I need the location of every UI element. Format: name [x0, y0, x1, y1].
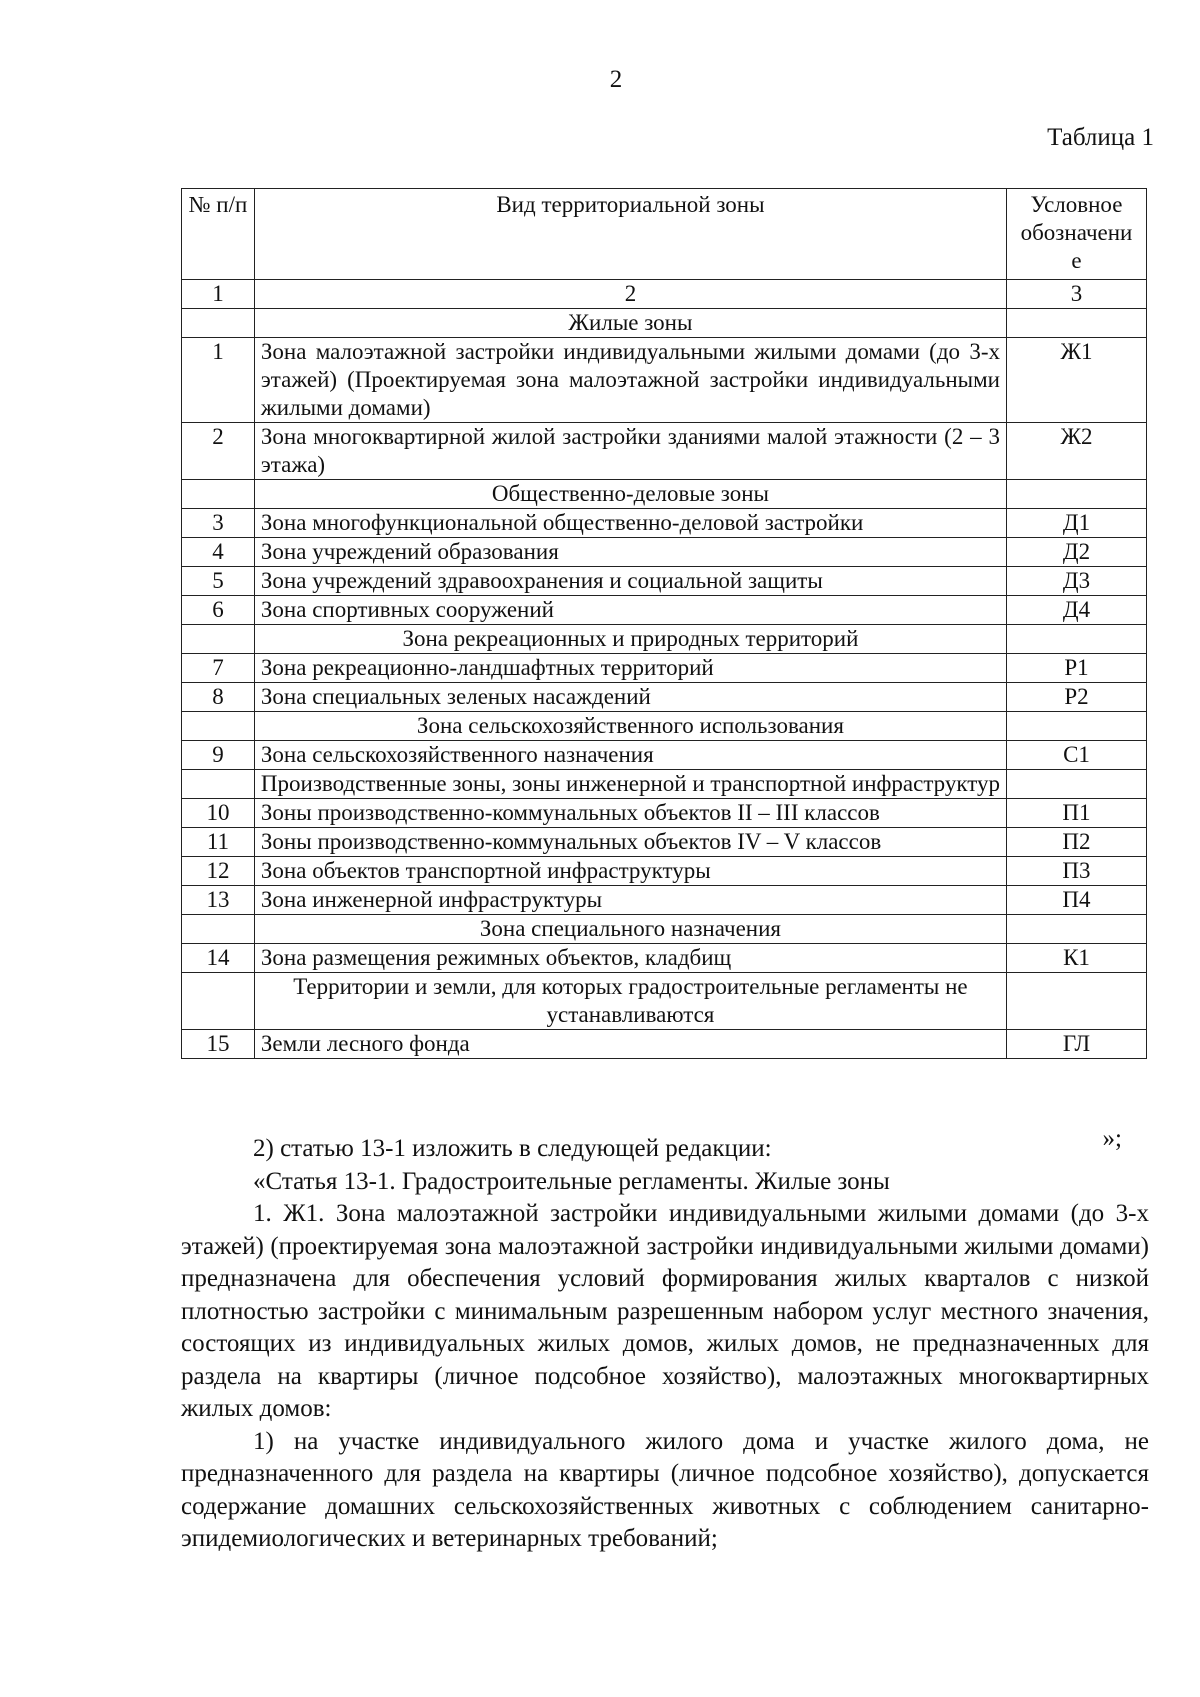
- row-number: 11: [182, 828, 255, 857]
- header-number: № п/п: [182, 189, 255, 280]
- column-number: 1: [182, 280, 255, 309]
- row-number: 10: [182, 799, 255, 828]
- header-designation-line: Условное: [1030, 192, 1123, 217]
- section-empty-cell: [1006, 770, 1146, 799]
- zone-code: П4: [1006, 886, 1146, 915]
- table-row: [182, 741, 1147, 770]
- row-number: 1: [182, 338, 255, 423]
- paragraph: «Статья 13-1. Градостроительные регламенты. Жилые зоны: [253, 1167, 890, 1195]
- row-number: 7: [182, 654, 255, 683]
- paragraph: 1. Ж1. Зона малоэтажной застройки индивидуальными жилыми домами (до 3-х этажей) (проектируемая зона малоэтажной застройки индивидуальными жилыми домами) предназначена для обеспечения условий формирования жилых кварталов с низкой плотностью застройки с минимальным разрешенным набором услуг местного значения, состоящих из индивидуальных жилых домов, жилых домов, не предназначенных для раздела на квартиры (личное подсобное хозяйство), малоэтажных многоквартирных жилых домов:: [181, 1200, 1149, 1422]
- section-row: [182, 915, 1147, 944]
- zone-name: Зона рекреационно-ландшафтных территорий: [254, 654, 1006, 683]
- table-row: [182, 828, 1147, 857]
- page-number: 2: [609, 66, 623, 93]
- zone-code: Р1: [1006, 654, 1146, 683]
- table-row: [182, 654, 1147, 683]
- section-row: [182, 712, 1147, 741]
- zone-code: Д3: [1006, 567, 1146, 596]
- header-designation-line: е: [1071, 248, 1082, 273]
- zone-code: Д2: [1006, 538, 1146, 567]
- section-row: [182, 973, 1147, 1030]
- column-number: 3: [1006, 280, 1146, 309]
- section-row: [182, 770, 1147, 799]
- header-zone-type: Вид территориальной зоны: [254, 189, 1006, 280]
- zone-code: Р2: [1006, 683, 1146, 712]
- zone-code: Д4: [1006, 596, 1146, 625]
- section-title: Общественно-деловые зоны: [254, 480, 1006, 509]
- header-designation: [1006, 189, 1146, 280]
- section-empty-cell: [182, 770, 255, 799]
- table-row: [182, 538, 1147, 567]
- zone-code: П1: [1006, 799, 1146, 828]
- zone-name: Зона объектов транспортной инфраструктуры: [254, 857, 1006, 886]
- zone-name: Зона размещения режимных объектов, кладбищ: [254, 944, 1006, 973]
- zone-name: Зона специальных зеленых насаждений: [254, 683, 1006, 712]
- table-row: [182, 944, 1147, 973]
- table-row: [182, 423, 1147, 480]
- table-row: [182, 886, 1147, 915]
- table-row: [182, 338, 1147, 423]
- section-empty-cell: [182, 309, 255, 338]
- table-row: [182, 1030, 1147, 1059]
- row-number: 6: [182, 596, 255, 625]
- zone-code: К1: [1006, 944, 1146, 973]
- row-number: 12: [182, 857, 255, 886]
- section-empty-cell: [1006, 309, 1146, 338]
- zone-name: Зона инженерной инфраструктуры: [254, 886, 1006, 915]
- zone-name: Зона сельскохозяйственного назначения: [254, 741, 1006, 770]
- table-row: [182, 683, 1147, 712]
- section-empty-cell: [182, 625, 255, 654]
- table-row: [182, 567, 1147, 596]
- zone-name: Земли лесного фонда: [254, 1030, 1006, 1059]
- section-empty-cell: [182, 712, 255, 741]
- row-number: 5: [182, 567, 255, 596]
- zone-code: П2: [1006, 828, 1146, 857]
- table-row: [182, 509, 1147, 538]
- row-number: 13: [182, 886, 255, 915]
- zone-code: Ж1: [1006, 338, 1146, 423]
- zone-name: Зона многофункциональной общественно-деловой застройки: [254, 509, 1006, 538]
- row-number: 3: [182, 509, 255, 538]
- zone-name: Зона спортивных сооружений: [254, 596, 1006, 625]
- zone-code: Ж2: [1006, 423, 1146, 480]
- column-numbers-row: [182, 280, 1147, 309]
- row-number: 8: [182, 683, 255, 712]
- section-empty-cell: [1006, 625, 1146, 654]
- zone-name: Зона учреждений здравоохранения и социальной защиты: [254, 567, 1006, 596]
- row-number: 14: [182, 944, 255, 973]
- row-number: 2: [182, 423, 255, 480]
- zone-code: П3: [1006, 857, 1146, 886]
- zone-name: Зоны производственно-коммунальных объектов IV – V классов: [254, 828, 1006, 857]
- table-caption: Таблица 1: [1047, 124, 1154, 151]
- zone-name: Зона многоквартирной жилой застройки зданиями малой этажности (2 – 3 этажа): [254, 423, 1006, 480]
- section-title: Производственные зоны, зоны инженерной и транспортной инфраструктур: [254, 770, 1006, 799]
- section-empty-cell: [1006, 915, 1146, 944]
- section-title: Жилые зоны: [254, 309, 1006, 338]
- section-title: Зона специального назначения: [254, 915, 1006, 944]
- section-row: [182, 480, 1147, 509]
- section-title: Территории и земли, для которых градостроительные регламенты не устанавливаются: [254, 973, 1006, 1030]
- section-row: [182, 625, 1147, 654]
- row-number: 15: [182, 1030, 255, 1059]
- body-text: [181, 1133, 1149, 1556]
- section-empty-cell: [1006, 712, 1146, 741]
- zone-code: ГЛ: [1006, 1030, 1146, 1059]
- zone-name: Зоны производственно-коммунальных объектов II – III классов: [254, 799, 1006, 828]
- header-designation-line: обозначени: [1020, 220, 1133, 245]
- section-empty-cell: [182, 915, 255, 944]
- row-number: 4: [182, 538, 255, 567]
- section-empty-cell: [182, 973, 255, 1030]
- section-title: Зона сельскохозяйственного использования: [254, 712, 1006, 741]
- section-title: Зона рекреационных и природных территорий: [254, 625, 1006, 654]
- table-row: [182, 857, 1147, 886]
- zone-name: Зона учреждений образования: [254, 538, 1006, 567]
- section-empty-cell: [1006, 973, 1146, 1030]
- paragraph: 1) на участке индивидуального жилого дома и участке жилого дома, не предназначенного для раздела на квартиры (личное подсобное хозяйство), допускается содержание домашних сельскохозяйственных животных с соблюдением санитарно-эпидемиологических и ветеринарных требований;: [181, 1427, 1149, 1552]
- zone-code: С1: [1006, 741, 1146, 770]
- column-number: 2: [254, 280, 1006, 309]
- table-row: [182, 799, 1147, 828]
- table-header-row: [182, 189, 1147, 280]
- row-number: 9: [182, 741, 255, 770]
- table-row: [182, 596, 1147, 625]
- paragraph: 2) статью 13-1 изложить в следующей редакции:: [253, 1135, 772, 1162]
- section-row: [182, 309, 1147, 338]
- section-empty-cell: [1006, 480, 1146, 509]
- table-end-quote: »;: [1102, 1125, 1122, 1152]
- zone-code: Д1: [1006, 509, 1146, 538]
- zones-table: [181, 188, 1147, 1059]
- zone-name: Зона малоэтажной застройки индивидуальными жилыми домами (до 3-х этажей) (Проектируемая зона малоэтажной застройки индивидуальными жилыми домами): [254, 338, 1006, 423]
- section-empty-cell: [182, 480, 255, 509]
